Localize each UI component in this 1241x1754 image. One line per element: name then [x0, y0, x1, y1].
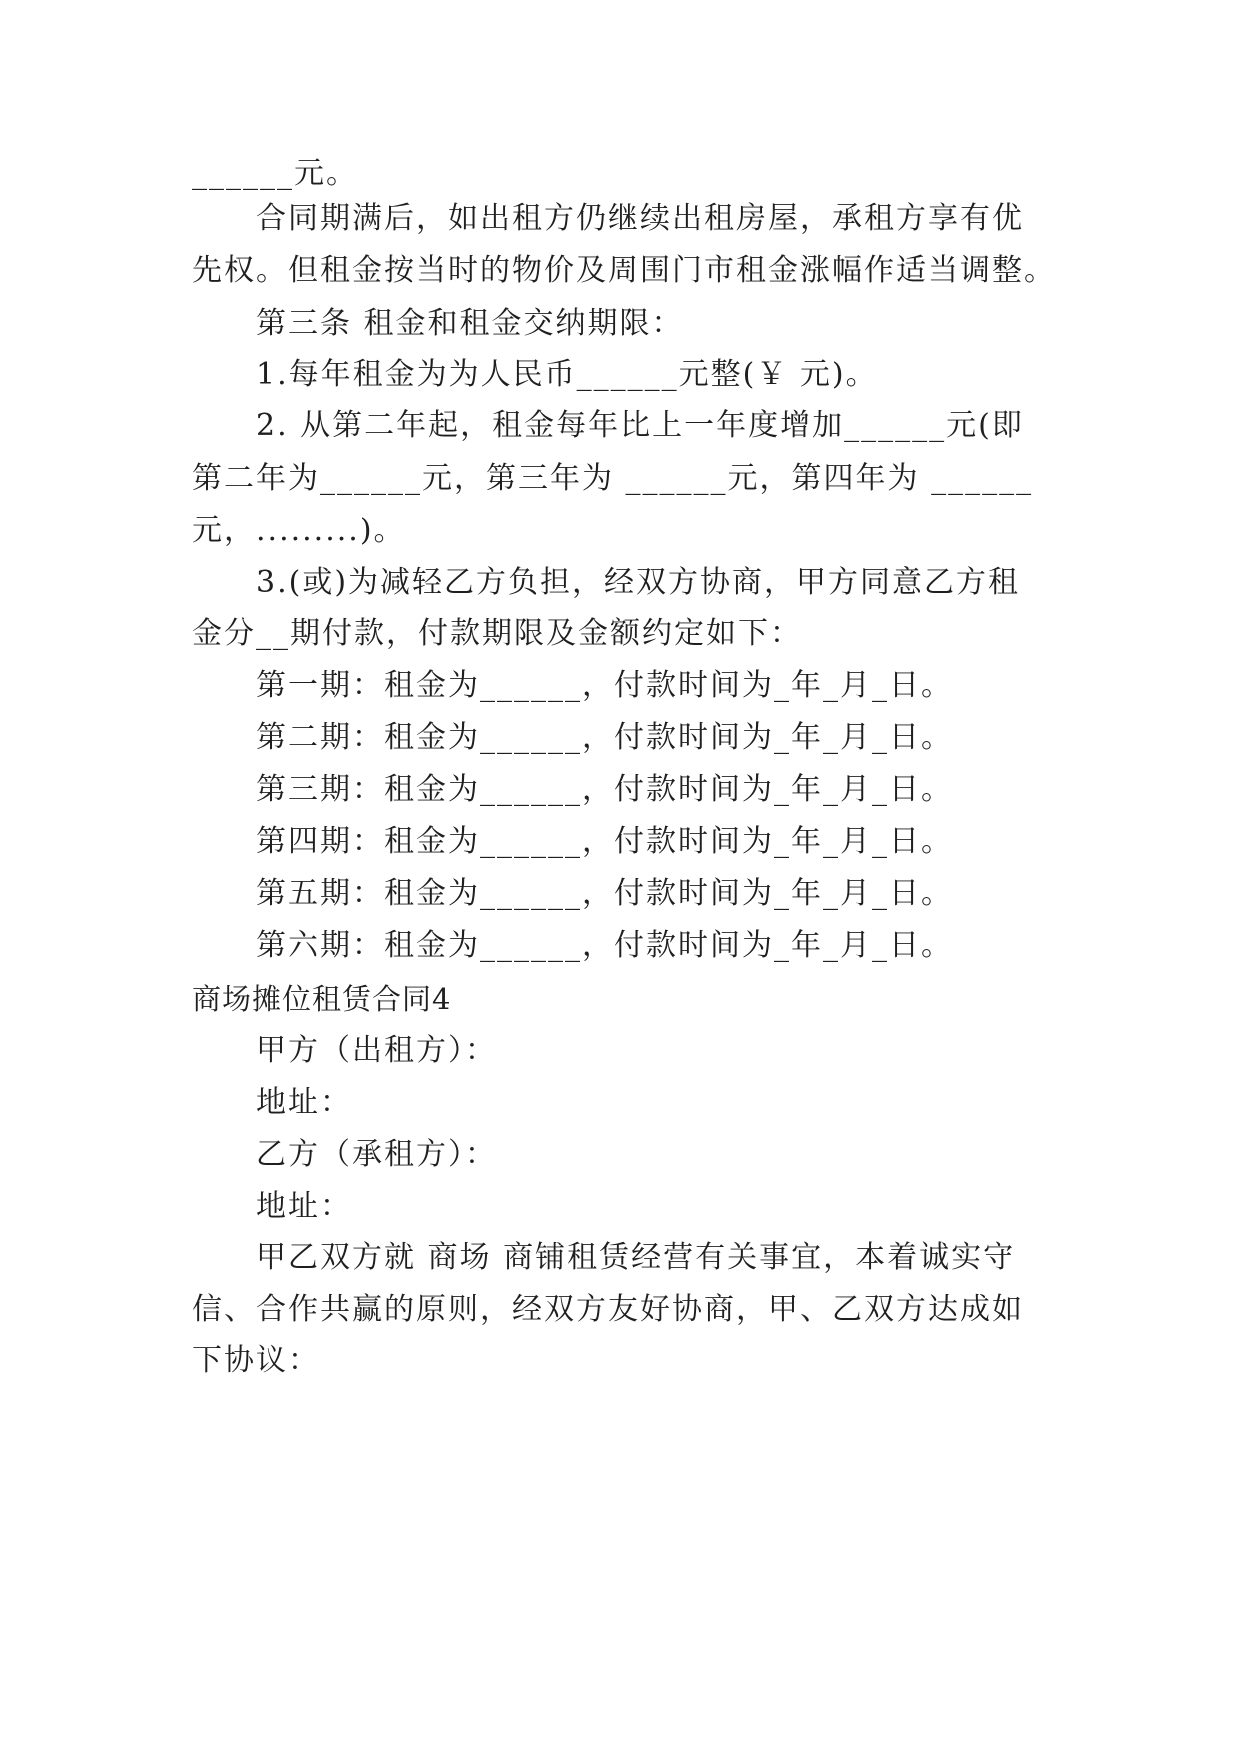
text-line: 下协议： [192, 1343, 320, 1378]
text-line: 1.每年租金为为人民币______元整(￥ 元)。 [256, 357, 878, 392]
contract-title: 商场摊位租赁合同4 [192, 982, 452, 1016]
text-line: 第二年为______元，第三年为 ______元，第四年为 ______ [192, 461, 1034, 496]
address-label: 地址： [256, 1085, 352, 1120]
text-line: ______元。 [192, 156, 358, 191]
installment-line: 第六期：租金为______，付款时间为_年_月_日。 [256, 928, 953, 963]
installment-line: 第二期：租金为______，付款时间为_年_月_日。 [256, 720, 953, 755]
party-b-label: 乙方（承租方）： [256, 1137, 497, 1172]
party-a-label: 甲方（出租方）： [256, 1033, 497, 1068]
installment-line: 第三期：租金为______，付款时间为_年_月_日。 [256, 772, 953, 807]
section-heading: 第三条 租金和租金交纳期限： [256, 306, 684, 341]
installment-line: 第五期：租金为______，付款时间为_年_月_日。 [256, 876, 953, 911]
installment-line: 第四期：租金为______，付款时间为_年_月_日。 [256, 824, 953, 859]
text-line: 信、合作共赢的原则，经双方友好协商，甲、乙双方达成如 [192, 1292, 1024, 1327]
text-line: 2. 从第二年起，租金每年比上一年度增加______元(即 [256, 408, 1024, 443]
text-line: 先权。但租金按当时的物价及周围门市租金涨幅作适当调整。 [192, 253, 1056, 288]
address-label: 地址： [256, 1189, 352, 1224]
text-line: 甲乙双方就 商场 商铺租赁经营有关事宜，本着诚实守 [256, 1240, 1016, 1275]
text-line: 金分__期付款，付款期限及金额约定如下： [192, 616, 802, 651]
text-line: 元，.........)。 [192, 513, 406, 548]
text-line: 合同期满后，如出租方仍继续出租房屋，承租方享有优 [256, 201, 1024, 236]
installment-line: 第一期：租金为______，付款时间为_年_月_日。 [256, 668, 953, 703]
text-line: 3.(或)为减轻乙方负担，经双方协商，甲方同意乙方租 [256, 565, 1021, 600]
